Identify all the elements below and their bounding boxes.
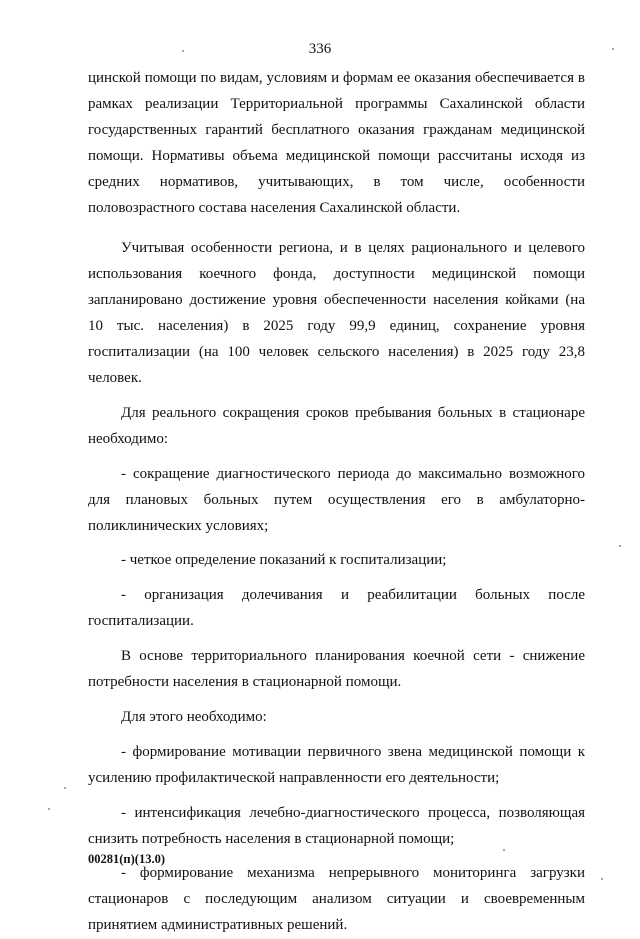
page-number: 336 — [308, 41, 332, 57]
list-item-motivation: - формирование мотивации первичного звена медицинской помощи к усилению профилактической направленности его деятельности; — [88, 743, 585, 786]
scan-speck — [601, 878, 603, 880]
list-item-indications: - четкое определение показаний к госпитализации; — [121, 552, 447, 569]
scan-speck — [64, 787, 66, 789]
scan-speck — [612, 48, 614, 50]
list-item-intensification: - интенсификация лечебно-диагностического процесса, позволяющая снизить потребность населения в стационарной помощи; — [88, 804, 585, 847]
list-item-monitoring: - формирование механизма непрерывного мониторинга загрузки стационаров с последующим анализом ситуации и своевременным принятием административных решений. — [88, 865, 585, 934]
paragraph-continuation: цинской помощи по видам, условиям и формам ее оказания обеспечивается в рамках реализации Территориальной программы Сахалинской области государственных гарантий бесплатного оказания гражданам медицинской помощи. Нормативы объема медицинской помощи рассчитаны исходя из средних нормативов, учитывающих, в том числе, особенности половозрастного состава населения Сахалинской области. — [88, 70, 585, 216]
paragraph-region-plan: Учитывая особенности региона, и в целях рационального и целевого использования коечного фонда, доступности медицинской помощи запланировано достижение уровня обеспеченности населения койками (на 10 тыс. населения) в 2025 году 99,9 единиц, сохранение уровня госпитализации (на 100 человек сельского населения) в 2025 году 23,8 человек. — [88, 240, 585, 386]
paragraph-bed-network: В основе территориального планирования коечной сети - снижение потребности населения в стационарной помощи. — [88, 648, 585, 691]
scan-speck — [48, 808, 50, 810]
body-text — [88, 66, 585, 939]
paragraph-necessary: Для этого необходимо: — [121, 708, 267, 725]
list-item-rehabilitation: - организация долечивания и реабилитации больных после госпитализации. — [88, 587, 585, 630]
paragraph-stay-reduction: Для реального сокращения сроков пребывания больных в стационаре необходимо: — [88, 404, 585, 447]
scan-speck — [182, 50, 184, 52]
scan-speck — [619, 545, 621, 547]
document-code: 00281(п)(13.0) — [88, 852, 165, 866]
scan-speck — [503, 849, 505, 851]
list-item-diagnostics: - сокращение диагностического периода до максимально возможного для плановых больных путем осуществления его в амбулаторно-поликлинических условиях; — [88, 465, 585, 534]
